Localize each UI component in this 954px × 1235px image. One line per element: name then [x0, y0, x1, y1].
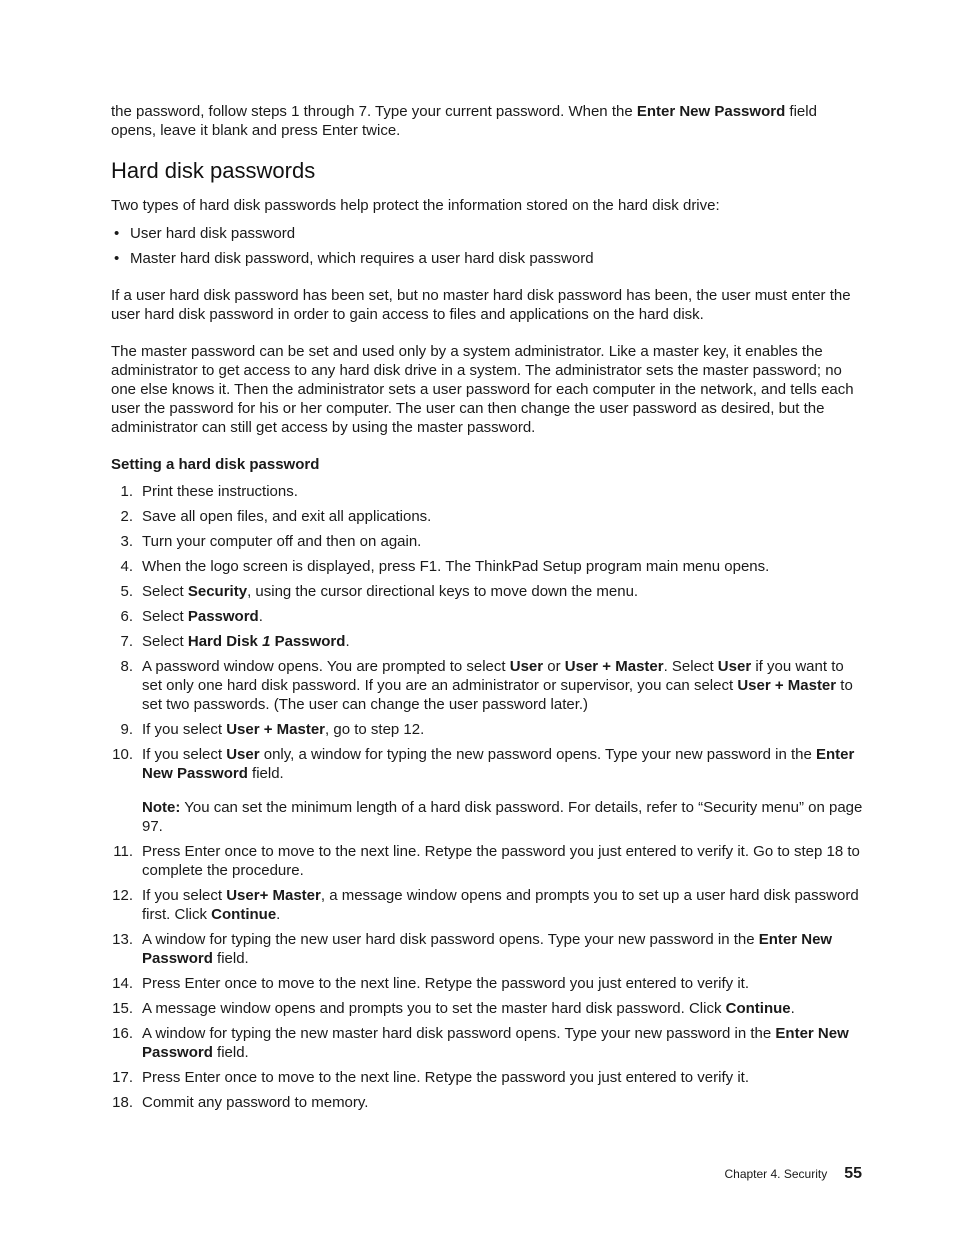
- list-item: • Master hard disk password, which requires a user hard disk password: [114, 250, 594, 267]
- step-item: 11. Press Enter once to move to the next line. Retype the password you just entered to verify it. Go to step 18 to complete the procedure.: [113, 843, 860, 879]
- step-item: 10. If you select User only, a window for typing the new password opens. Type your new password in the Enter New Password field. Note: You can set the minimum length of a hard disk password. For details, refer to “Security menu” on page 97.: [112, 746, 863, 835]
- page-footer: [724, 1164, 862, 1184]
- step-item: 2. Save all open files, and exit all applications.: [120, 508, 432, 525]
- step-item: 6. Select Password.: [120, 608, 263, 625]
- step-item: 17. Press Enter once to move to the next line. Retype the password you just entered to verify it.: [112, 1069, 749, 1086]
- list-item: • User hard disk password: [114, 225, 296, 242]
- step-item: 8. A password window opens. You are prompted to select User or User + Master. Select User if you want to set only one hard disk password. If you are an administrator or supervisor, you can select User + Master to set two passwords. (The user can change the user password later.): [120, 658, 853, 713]
- steps-list: [111, 482, 863, 1112]
- page-number: 55: [844, 1165, 862, 1182]
- step-item: 15. A message window opens and prompts you to set the master hard disk password. Click Continue.: [112, 1000, 795, 1017]
- intro-paragraph: the password, follow steps 1 through 7. Type your current password. When the Enter New Password field opens, leave it blank and press Enter twice.: [111, 103, 817, 139]
- chapter-label: Chapter 4. Security: [724, 1167, 828, 1181]
- step-item: 1. Print these instructions.: [120, 483, 298, 500]
- page-content: [111, 102, 863, 1118]
- step-item: 13. A window for typing the new user hard disk password opens. Type your new password in the Enter New Password field.: [112, 931, 833, 967]
- bullet-icon: •: [114, 250, 120, 267]
- password-types-list: [111, 224, 863, 268]
- body-paragraph: If a user hard disk password has been set, but no master hard disk password has been, the user must enter the user hard disk password in order to gain access to files and applications on the hard disk.: [111, 287, 851, 323]
- step-item: 9. If you select User + Master, go to step 12.: [120, 721, 425, 738]
- section-heading: Hard disk passwords: [111, 158, 316, 183]
- lead-paragraph: Two types of hard disk passwords help protect the information stored on the hard disk drive:: [111, 197, 720, 214]
- body-paragraph: The master password can be set and used only by a system administrator. Like a master key, it enables the administrator to get access to any hard disk drive in a system. The administrator sets the master password; no one else knows it. Then the administrator sets a user password for each computer in the network, and tells each user the password for his or her computer. The user can then change the user password as desired, but the administrator can still get access by using the master password.: [111, 343, 854, 436]
- step-item: 12. If you select User+ Master, a message window opens and prompts you to set up a user hard disk password first. Click Continue.: [112, 887, 859, 923]
- step-item: 16. A window for typing the new master hard disk password opens. Type your new password in the Enter New Password field.: [112, 1025, 849, 1061]
- subsection-heading: Setting a hard disk password: [111, 456, 320, 473]
- step-item: 4. When the logo screen is displayed, press F1. The ThinkPad Setup program main menu opens.: [120, 558, 770, 575]
- step-item: 18. Commit any password to memory.: [112, 1094, 369, 1111]
- step-item: 5. Select Security, using the cursor directional keys to move down the menu.: [120, 583, 639, 600]
- bullet-icon: •: [114, 225, 120, 242]
- note-label: Note:: [142, 799, 181, 816]
- step-item: 3. Turn your computer off and then on again.: [120, 533, 422, 550]
- step-item: 14. Press Enter once to move to the next line. Retype the password you just entered to verify it.: [112, 975, 749, 992]
- note: Note: You can set the minimum length of a hard disk password. For details, refer to “Security menu” on page 97.: [142, 799, 863, 835]
- step-item: 7. Select Hard Disk 1 Password.: [120, 633, 350, 650]
